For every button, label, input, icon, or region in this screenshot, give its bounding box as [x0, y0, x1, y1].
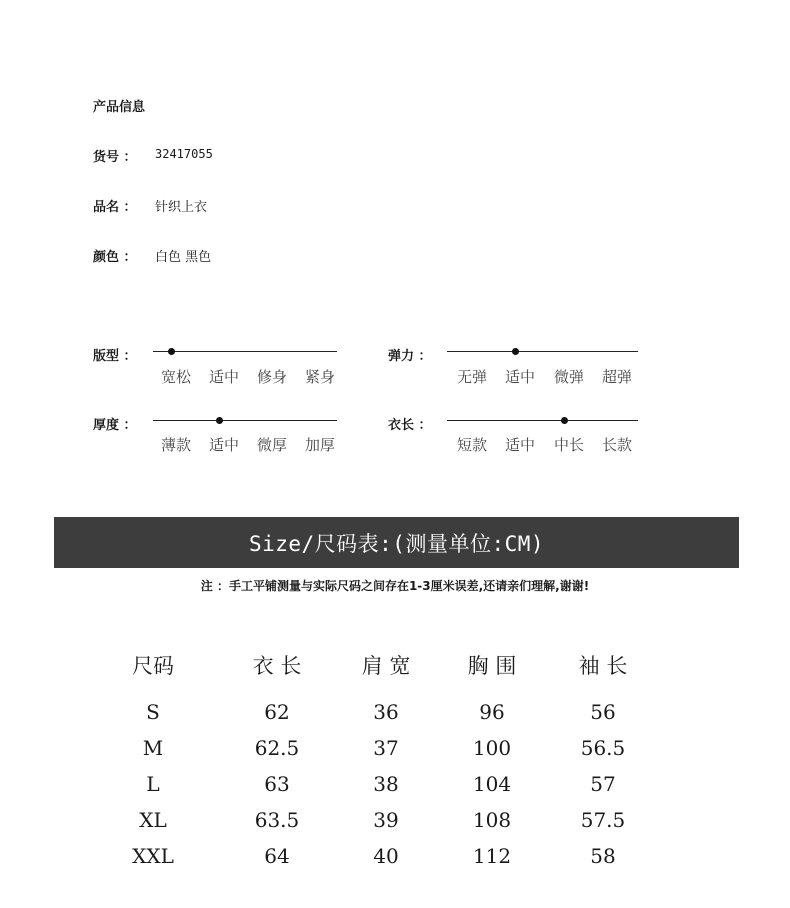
scale-option: 适中	[504, 436, 536, 454]
size-table-cell: 62.5	[254, 736, 300, 760]
size-table-cell: 104	[472, 772, 512, 796]
item-number-value: 32417055	[155, 147, 213, 161]
attribute-label: 厚度 ：	[93, 418, 137, 433]
color-label: 颜色 ：	[93, 250, 137, 265]
size-table-cell: 40	[373, 844, 399, 868]
size-table-cell: 96	[479, 700, 505, 724]
scale-option: 适中	[208, 368, 240, 386]
scale-option: 宽松	[160, 368, 192, 386]
scale-option: 中长	[553, 436, 585, 454]
size-table-cell: XL	[139, 808, 167, 832]
size-table-cell: 63.5	[254, 808, 300, 832]
product-info-title: 产品信息	[93, 100, 146, 115]
size-table-cell: 58	[590, 844, 616, 868]
scale-option: 适中	[504, 368, 536, 386]
size-table-cell: 57.5	[580, 808, 626, 832]
size-table-header: 尺码	[132, 654, 174, 678]
scale-option: 超弹	[601, 368, 633, 386]
size-table-cell: S	[146, 700, 160, 724]
size-table-header: 肩 宽	[361, 654, 411, 678]
size-table-cell: 57	[590, 772, 616, 796]
scale-option: 长款	[601, 436, 633, 454]
scale-option: 微弹	[553, 368, 585, 386]
attribute-label: 衣长 ：	[388, 418, 432, 433]
scale-option: 紧身	[304, 368, 336, 386]
color-value: 白色 黑色	[155, 250, 212, 265]
size-table-cell: 100	[472, 736, 512, 760]
size-table-cell: 62	[264, 700, 290, 724]
scale-option: 加厚	[304, 436, 336, 454]
size-table-cell: XXL	[132, 844, 174, 868]
scale-track	[153, 420, 337, 421]
measurement-note: 注 ：手工平铺测量与实际尺码之间存在1-3厘米误差,还请亲们理解,谢谢!	[200, 579, 590, 593]
product-name-label: 品名 ：	[93, 200, 137, 215]
product-name-value: 针织上衣	[155, 200, 208, 215]
size-table-header: 袖 长	[578, 654, 628, 678]
size-table-cell: 63	[264, 772, 290, 796]
size-table-header: 衣 长	[252, 654, 302, 678]
size-table-header: 胸 围	[467, 654, 517, 678]
scale-indicator-dot	[561, 417, 568, 424]
size-chart-title: Size/尺码表:(测量单位:CM)	[248, 531, 545, 556]
scale-option: 短款	[456, 436, 488, 454]
item-number-label: 货号 ：	[93, 150, 137, 165]
size-table-cell: 39	[373, 808, 399, 832]
size-table-cell: 64	[264, 844, 290, 868]
scale-option: 无弹	[456, 368, 488, 386]
scale-indicator-dot	[512, 348, 519, 355]
attribute-label: 版型 ：	[93, 349, 137, 364]
scale-indicator-dot	[168, 348, 175, 355]
size-table-cell: L	[146, 772, 160, 796]
scale-track	[447, 351, 638, 352]
scale-track	[447, 420, 638, 421]
size-chart-banner	[54, 517, 739, 568]
attribute-label: 弹力 ：	[388, 349, 432, 364]
size-table-cell: 56.5	[580, 736, 626, 760]
scale-option: 薄款	[160, 436, 192, 454]
size-table-cell: 36	[373, 700, 399, 724]
size-table-cell: 38	[373, 772, 399, 796]
scale-option: 修身	[256, 368, 288, 386]
size-table-cell: 37	[373, 736, 399, 760]
size-table-cell: 56	[590, 700, 616, 724]
size-table-cell: M	[142, 736, 164, 760]
scale-track	[153, 351, 337, 352]
scale-option: 微厚	[256, 436, 288, 454]
scale-option: 适中	[208, 436, 240, 454]
size-table-cell: 108	[472, 808, 512, 832]
size-table-cell: 112	[472, 844, 512, 868]
scale-indicator-dot	[216, 417, 223, 424]
